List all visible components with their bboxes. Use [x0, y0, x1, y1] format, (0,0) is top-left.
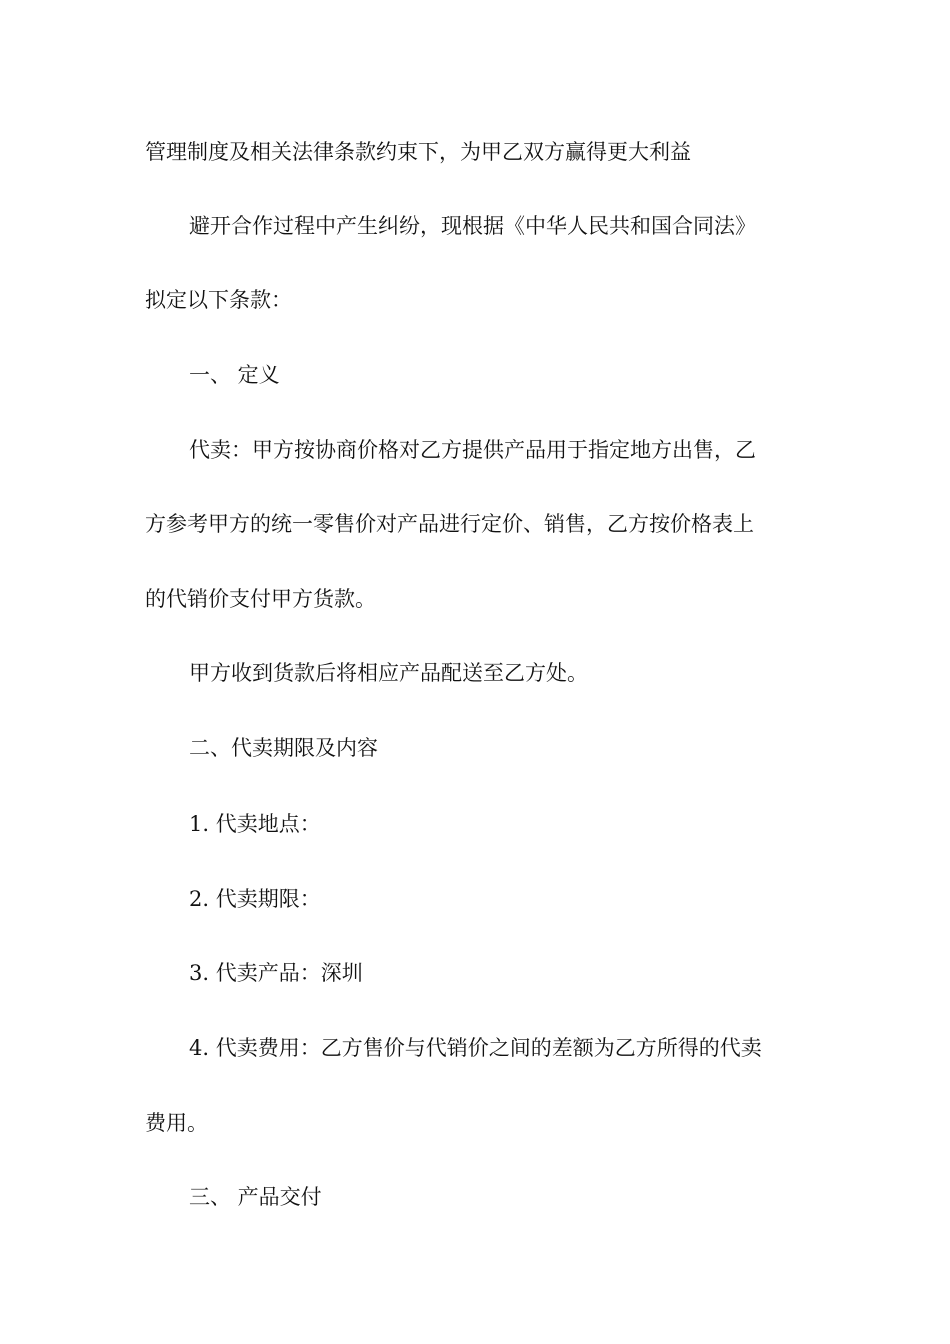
paragraph-line: 方参考甲方的统一零售价对产品进行定价、销售，乙方按价格表上	[145, 512, 754, 536]
paragraph-line: 避开合作过程中产生纠纷，现根据《中华人民共和国合同法》	[189, 214, 756, 238]
paragraph-line: 甲方收到货款后将相应产品配送至乙方处。	[189, 661, 588, 685]
list-item: 4. 代卖费用：乙方售价与代销价之间的差额为乙方所得的代卖	[189, 1036, 762, 1060]
list-item: 1. 代卖地点：	[189, 812, 321, 836]
section-heading-definition: 一、 定义	[189, 363, 280, 387]
list-item: 2. 代卖期限：	[189, 887, 321, 911]
paragraph-line: 管理制度及相关法律条款约束下，为甲乙双方赢得更大利益	[145, 140, 691, 164]
paragraph-line: 拟定以下条款：	[145, 288, 292, 312]
section-heading-term-content: 二、代卖期限及内容	[189, 736, 378, 760]
paragraph-line: 的代销价支付甲方货款。	[145, 587, 376, 611]
list-item: 3. 代卖产品：深圳	[189, 961, 363, 985]
section-heading-delivery: 三、 产品交付	[189, 1185, 322, 1209]
paragraph-line: 代卖：甲方按协商价格对乙方提供产品用于指定地方出售，乙	[189, 438, 756, 462]
paragraph-line: 费用。	[145, 1111, 208, 1135]
